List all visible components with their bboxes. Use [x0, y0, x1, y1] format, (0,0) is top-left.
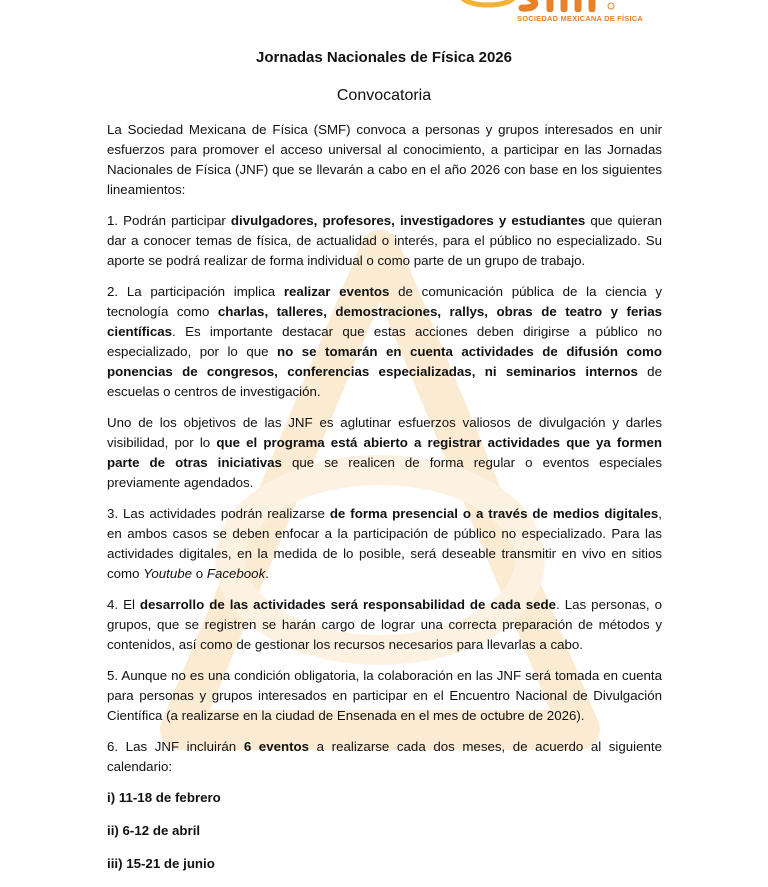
text-segment: de escuelas o centros de investigación.: [107, 364, 662, 399]
bold-text: charlas, talleres, demostraciones, rallys, obras de teatro y ferias científicas: [107, 304, 663, 339]
bold-text: 6 eventos: [243, 739, 310, 754]
calendar-date: ii) 6-12 de abril: [107, 823, 201, 838]
text-segment: Uno de los objetivos de las JNF es aglutinar esfuerzos valiosos de divulgación y darles visibilidad, por lo: [107, 415, 662, 450]
bold-text: realizar eventos: [283, 284, 390, 299]
document-title: Jornadas Nacionales de Física 2026: [256, 49, 512, 66]
text-segment: que quieran dar a conocer temas de física, de actualidad o interés, para el público no especializado. Su aporte se podrá realizar de forma individual o como parte de un grupo de trabajo.: [107, 213, 662, 268]
bold-text: de forma presencial o a través de medios digitales: [329, 506, 659, 521]
paragraph: [107, 666, 662, 726]
bold-text: divulgadores, profesores, investigadores y estudiantes: [230, 213, 586, 228]
italic-text: Facebook: [206, 566, 266, 581]
paragraph: [107, 504, 662, 584]
text-segment: 2. La participación implica: [107, 284, 284, 299]
text-segment: 3. Las actividades podrán realizarse: [107, 506, 330, 521]
paragraph: [107, 282, 662, 402]
smf-logo: [458, 0, 658, 12]
text-segment: La Sociedad Mexicana de Física (SMF) convoca a personas y grupos interesados en unir esfuerzos para promover el acceso universal al conocimiento, a participar en las Jornadas Nacionales de Física (JNF) que se llevarán a cabo en el año 2026 con base en los siguientes lineamientos:: [107, 122, 662, 197]
document-subtitle: Convocatoria: [336, 87, 432, 104]
text-segment: 5. Aunque no es una condición obligatoria, la colaboración en las JNF será tomada en cuenta para personas y grupos interesados en participar en el Encuentro Nacional de Divulgación Científica (a realizarse en la ciudad de Ensenada en el mes de octubre de 2026).: [107, 668, 662, 723]
paragraph: [107, 120, 662, 200]
text-segment: 6. Las JNF incluirán: [107, 739, 244, 754]
paragraph: [107, 211, 662, 271]
paragraph: [107, 595, 662, 655]
logo-caption: SOCIEDAD MEXICANA DE FÍSICA: [517, 14, 643, 23]
text-segment: que se realicen de forma regular o eventos especiales previamente agendados.: [107, 455, 662, 490]
document-body: [107, 120, 662, 887]
text-segment: 4. El: [107, 597, 140, 612]
paragraph: [107, 413, 662, 493]
text-segment: a realizarse cada dos meses, de acuerdo al siguiente calendario:: [107, 739, 663, 774]
text-segment: 1. Podrán participar: [107, 213, 231, 228]
paragraph: [107, 737, 662, 777]
text-segment: . Las personas, o grupos, que se registren se harán cargo de lograr una correcta preparación de métodos y contenidos, así como de gestionar los recursos necesarios para llevarlas a cabo.: [107, 597, 662, 652]
text-segment: . Es importante destacar que estas acciones deben dirigirse a público no especializado, por lo que: [107, 324, 662, 359]
bold-text: desarrollo de las actividades será responsabilidad de cada sede: [139, 597, 557, 612]
text-segment: o: [192, 566, 207, 581]
bold-text: no se tomarán en cuenta actividades de difusión como ponencias de congresos, conferencias especializadas, ni seminarios internos: [107, 344, 662, 379]
text-segment: .: [265, 566, 269, 581]
calendar-date: iii) 15-21 de junio: [107, 856, 215, 871]
bold-text: que el programa está abierto a registrar actividades que ya formen parte de otras iniciativas: [107, 435, 662, 470]
calendar-date: i) 11-18 de febrero: [107, 790, 221, 805]
text-segment: de comunicación pública de la ciencia y tecnología como: [107, 284, 662, 319]
italic-text: Youtube: [143, 566, 193, 581]
text-segment: , en ambos casos se deben enfocar a la participación de público no especializado. Para las actividades digitales, en la medida de lo posible, será deseable transmitir en vivo en sitios como: [107, 506, 662, 581]
